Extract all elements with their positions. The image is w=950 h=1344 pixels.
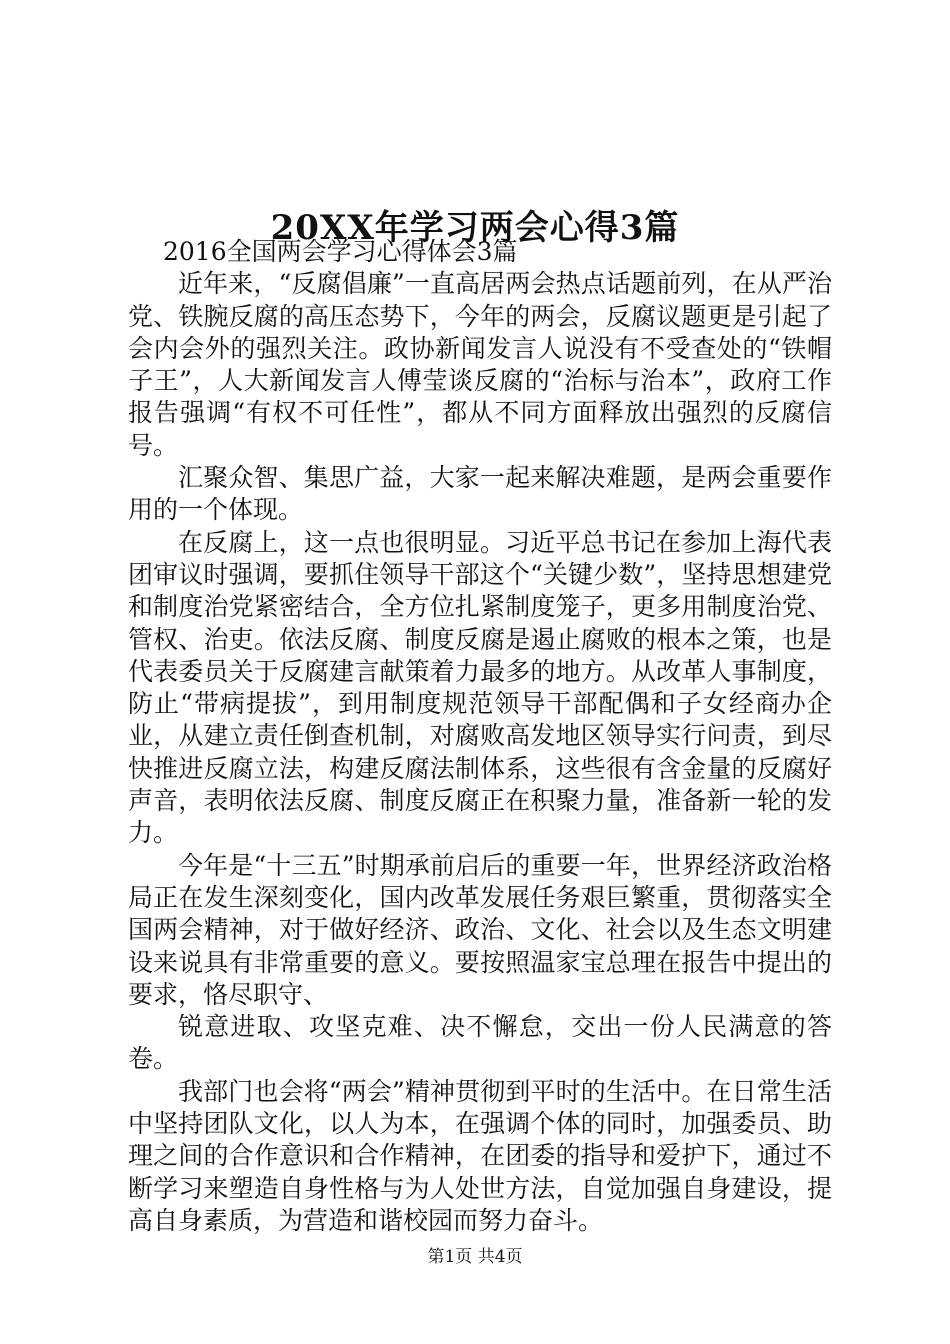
document-body [128, 236, 832, 1237]
paragraph: 锐意进取、攻坚克难、决不懈怠，交出一份人民满意的答卷。 [128, 1012, 832, 1074]
paragraph: 在反腐上，这一点也很明显。习近平总书记在参加上海代表团审议时强调，要抓住领导干部这个“关键少数”，坚持思想建党和制度治党紧密结合，全方位扎紧制度笼子，更多用制度治党、管权、治吏。依法反腐、制度反腐是遏止腐败的根本之策，也是代表委员关于反腐建言献策着力最多的地方。从改革人事制度，防止“带病提拔”，到用制度规范领导干部配偶和子女经商办企业，从建立责任倒查机制，对腐败高发地区领导实行问责，到尽快推进反腐立法，构建反腐法制体系，这些很有含金量的反腐好声音，表明依法反腐、制度反腐正在积聚力量，准备新一轮的发力。 [128, 527, 832, 848]
page-footer: 第1页 共4页 [427, 1247, 523, 1267]
paragraph: 近年来，“反腐倡廉”一直高居两会热点话题前列，在从严治党、铁腕反腐的高压态势下，今年的两会，反腐议题更是引起了会内会外的强烈关注。政协新闻发言人说没有不受查处的“铁帽子王”，人大新闻发言人傅莹谈反腐的“治标与治本”，政府工作报告强调“有权不可任性”，都从不同方面释放出强烈的反腐信号。 [128, 269, 832, 460]
paragraph: 汇聚众智、集思广益，大家一起来解决难题，是两会重要作用的一个体现。 [128, 463, 832, 525]
paragraph: 我部门也会将“两会”精神贯彻到平时的生活中。在日常生活中坚持团队文化，以人为本，在强调个体的同时，加强委员、助理之间的合作意识和合作精神，在团委的指导和爱护下，通过不断学习来塑造自身性格与为人处世方法，自觉加强自身建设，提高自身素质，为营造和谐校园而努力奋斗。 [128, 1076, 832, 1235]
document-title: 20XX年学习两会心得3篇 [270, 207, 680, 248]
document-subtitle: 2016全国两会学习心得体会3篇 [163, 237, 518, 266]
paragraph: 今年是“十三五”时期承前启后的重要一年，世界经济政治格局正在发生深刻变化，国内改革发展任务艰巨繁重，贯彻落实全国两会精神，对于做好经济、政治、文化、社会以及生态文明建设来说具有非常重要的意义。要按照温家宝总理在报告中提出的要求，恪尽职守、 [128, 850, 832, 1009]
